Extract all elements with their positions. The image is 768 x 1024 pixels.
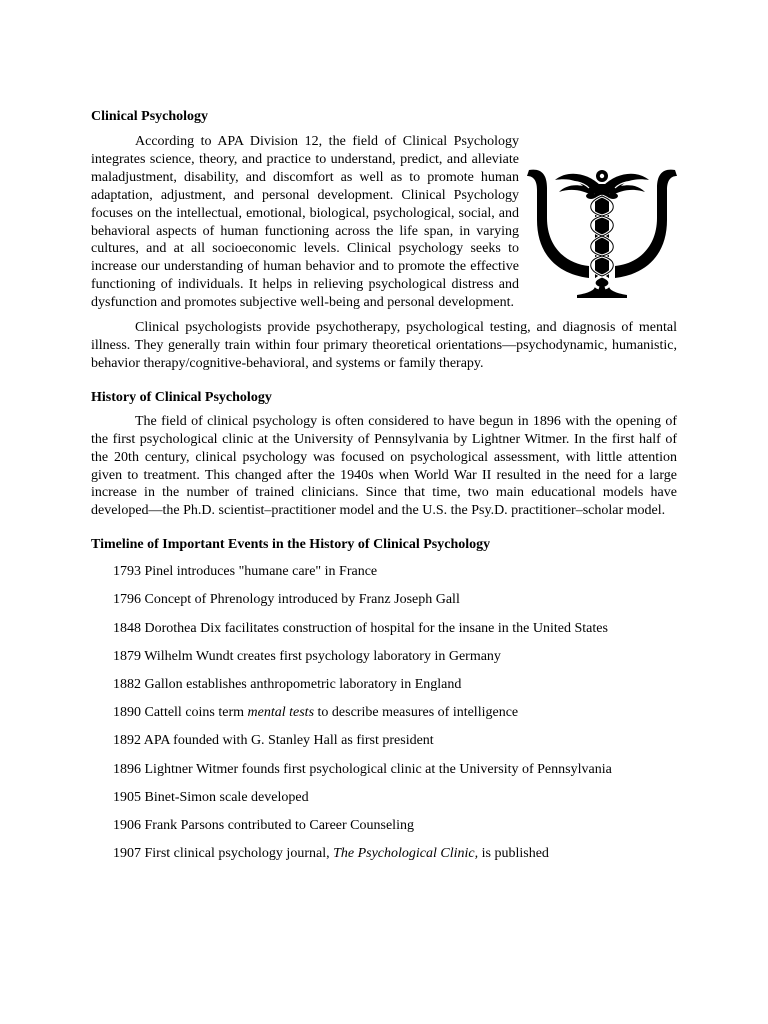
timeline-year: 1906 xyxy=(113,817,141,833)
document-page xyxy=(91,108,677,873)
timeline-year: 1905 xyxy=(113,789,141,805)
section-heading-history: History of Clinical Psychology xyxy=(91,389,272,405)
timeline-year: 1796 xyxy=(113,592,141,608)
timeline-text: Binet-Simon scale developed xyxy=(144,789,309,805)
timeline-text: Frank Parsons contributed to Career Counseling xyxy=(144,817,414,833)
timeline-year: 1848 xyxy=(113,620,141,636)
timeline-item xyxy=(113,704,677,732)
timeline-text-after: is published xyxy=(478,846,549,862)
timeline-year: 1882 xyxy=(113,676,141,692)
paragraph-clinical-psychologists: Clinical psychologists provide psychotherapy, psychological testing, and diagnosis of mental illness. They generally train within four primary theoretical orientations—psychodynamic, humanistic, behavior therapy/cognitive-behavioral, and systems or family therapy. xyxy=(91,320,677,371)
section-heading-timeline: Timeline of Important Events in the History of Clinical Psychology xyxy=(91,537,491,553)
timeline-item xyxy=(113,676,677,704)
timeline-item xyxy=(113,761,677,789)
timeline-text-before: First clinical psychology journal, xyxy=(144,846,334,862)
timeline-year: 1896 xyxy=(113,761,141,777)
timeline-item xyxy=(113,563,677,591)
timeline-year: 1879 xyxy=(113,648,141,664)
timeline-text-italic: The Psychological Clinic, xyxy=(333,846,479,862)
timeline-item xyxy=(113,620,677,648)
timeline-list xyxy=(91,563,677,873)
timeline-text: Pinel introduces "humane care" in France xyxy=(144,564,378,580)
timeline-text-after: to describe measures of intelligence xyxy=(314,705,519,721)
timeline-item xyxy=(113,789,677,817)
timeline-item xyxy=(113,648,677,676)
timeline-text: Gallon establishes anthropometric laboratory in England xyxy=(144,676,462,692)
timeline-year: 1793 xyxy=(113,564,141,580)
section-heading-clinical-psychology: Clinical Psychology xyxy=(91,109,209,124)
timeline-text: Wilhelm Wundt creates first psychology laboratory in Germany xyxy=(144,648,501,664)
timeline-item xyxy=(113,732,677,760)
paragraph-apa-definition: According to APA Division 12, the field of Clinical Psychology integrates science, theory, and practice to understand, predict, and alleviate maladjustment, disability, and discomfort as well as to promote human adaptation, adjustment, and personal development. Clinical Psychology focuses on the intellectual, emotional, biological, psychological, social, and behavioral aspects of human functioning across the life span, in varying cultures, and at all socioeconomic levels. Clinical psychology seeks to increase our understanding of human behavior and to promote the effective functioning of individuals. It helps in relieving psychological distress and dysfunction and promotes subjective well-being and personal development. xyxy=(91,134,519,311)
timeline-text-italic: mental tests xyxy=(247,705,315,721)
timeline-text-before: Cattell coins term xyxy=(144,705,248,721)
timeline-text: Lightner Witmer founds first psychological clinic at the University of Pennsylvania xyxy=(144,761,612,777)
timeline-item xyxy=(113,845,677,873)
timeline-text: Dorothea Dix facilitates construction of hospital for the insane in the United States xyxy=(144,620,608,636)
timeline-item xyxy=(113,817,677,845)
timeline-year: 1907 xyxy=(113,846,141,862)
timeline-year: 1892 xyxy=(113,733,141,749)
timeline-text: Concept of Phrenology introduced by Franz Joseph Gall xyxy=(144,592,460,608)
timeline-text: APA founded with G. Stanley Hall as first president xyxy=(143,733,434,749)
timeline-item xyxy=(113,591,677,619)
paragraph-history: The field of clinical psychology is often considered to have begun in 1896 with the opening of the first psychological clinic at the University of Pennsylvania by Lightner Witmer. In the first half of the 20th century, clinical psychology was focused on psychological assessment, with little attention given to treatment. This changed after the 1940s when World War II resulted in the need for a large increase in the number of trained clinicians. Since that time, two main educational models have developed—the Ph.D. scientist–practitioner model and the U.S. the Psy.D. practitioner–scholar model. xyxy=(91,413,677,519)
psi-caduceus-icon xyxy=(527,166,677,300)
timeline-year: 1890 xyxy=(113,705,141,721)
